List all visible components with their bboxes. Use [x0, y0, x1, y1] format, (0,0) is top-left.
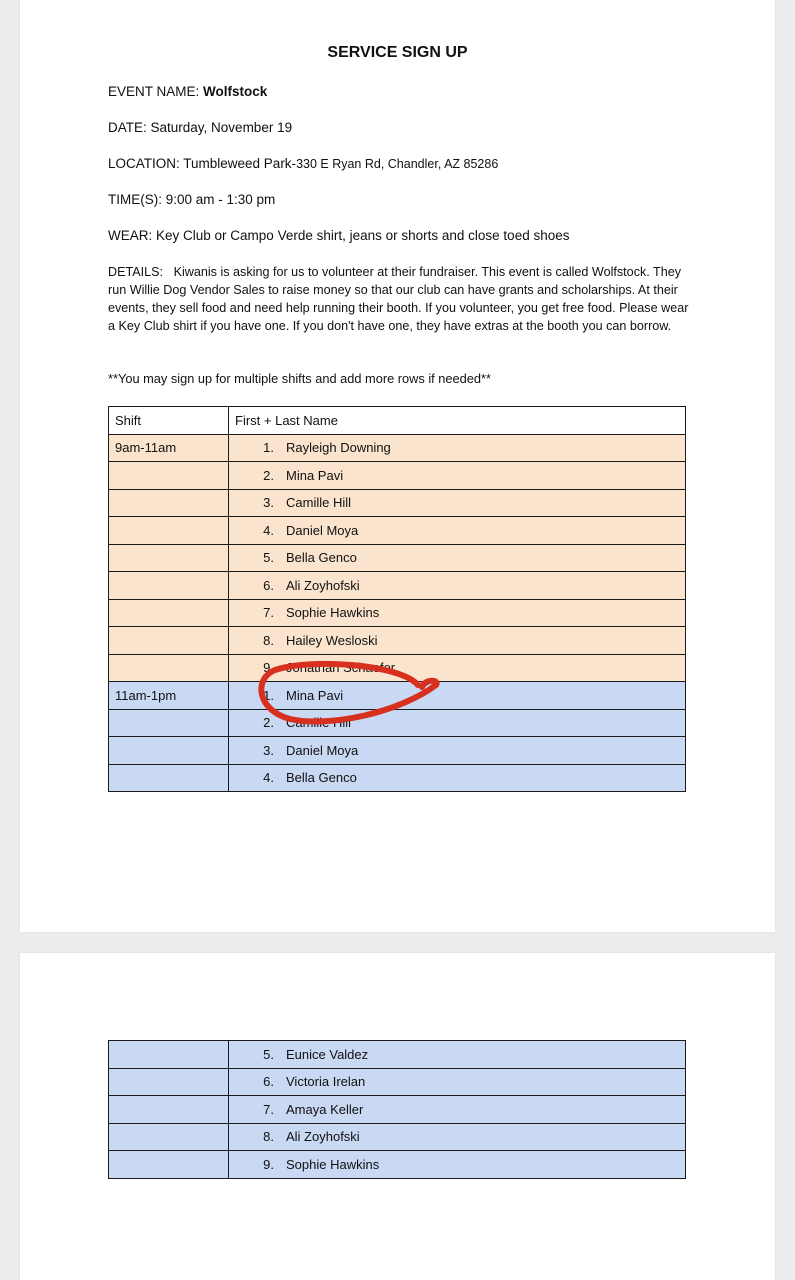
table-row [109, 1041, 686, 1069]
row-number: 7. [263, 1101, 274, 1117]
row-number: 3. [263, 742, 274, 758]
row-number: 4. [263, 770, 274, 786]
details-text: Kiwanis is asking for us to volunteer at their fundraiser. This event is called Wolfstock. They run Willie Dog Vendor Sales to raise money so that our club can have grants and scholarships. At their events, they sell food and need help running their booth. If you volunteer, you get free food. Please wear a Key Club shirt if you have one. If you don't have one, they have extras at the booth you can borrow. [108, 265, 689, 333]
table-row [109, 709, 686, 737]
row-number: 1. [263, 440, 274, 456]
volunteer-name: Rayleigh Downing [286, 440, 391, 456]
table-row [109, 1068, 686, 1096]
table-row [109, 1123, 686, 1151]
table-row [109, 517, 686, 545]
table-header-row [109, 407, 686, 435]
table-row [109, 737, 686, 765]
time-line [108, 192, 275, 207]
location-line [108, 156, 498, 171]
header-name: First + Last Name [229, 407, 686, 435]
document-page-2 [20, 953, 775, 1280]
volunteer-name: Ali Zoyhofski [286, 577, 360, 593]
details-paragraph [108, 263, 693, 335]
signup-table [108, 406, 686, 792]
volunteer-name: Mina Pavi [286, 687, 344, 703]
row-number: 9. [263, 1156, 274, 1172]
time-label: TIME(S): [108, 192, 166, 207]
table-row [109, 599, 686, 627]
location-address: 330 E Ryan Rd, Chandler, AZ 85286 [296, 157, 499, 171]
table-row [109, 1151, 686, 1179]
document-page-1 [20, 0, 775, 932]
volunteer-name: Jonathan Schaefer [286, 660, 396, 676]
table-row [109, 434, 686, 462]
time-value: 9:00 am - 1:30 pm [165, 192, 276, 207]
volunteer-name: Mina Pavi [286, 467, 344, 483]
table-row [109, 627, 686, 655]
row-number: 5. [263, 550, 274, 566]
shift-label: 9am-11am [109, 434, 229, 462]
event-name-line [108, 84, 267, 99]
volunteer-name: Sophie Hawkins [286, 1156, 380, 1172]
table-row [109, 572, 686, 600]
row-number: 6. [263, 1074, 274, 1090]
volunteer-name: Sophie Hawkins [286, 605, 380, 621]
shift-label: 11am-1pm [109, 682, 229, 710]
row-number: 8. [263, 632, 274, 648]
details-label: DETAILS: [108, 265, 164, 279]
header-shift: Shift [109, 407, 229, 435]
wear-value: Key Club or Campo Verde shirt, jeans or shorts and close toed shoes [156, 228, 570, 243]
volunteer-name: Victoria Irelan [286, 1074, 366, 1090]
row-number: 6. [263, 577, 274, 593]
volunteer-name: Ali Zoyhofski [286, 1129, 360, 1145]
row-number: 3. [263, 495, 274, 511]
row-number: 1. [263, 687, 274, 703]
event-name-value: Wolfstock [203, 84, 268, 99]
volunteer-name: Eunice Valdez [286, 1046, 369, 1062]
row-number: 7. [263, 605, 274, 621]
row-number: 2. [263, 467, 274, 483]
wear-label: WEAR: [108, 228, 157, 243]
row-number: 5. [263, 1046, 274, 1062]
table-row [109, 462, 686, 490]
table-row [109, 764, 686, 792]
row-number: 4. [263, 522, 274, 538]
row-number: 2. [263, 715, 274, 731]
volunteer-name: Bella Genco [286, 770, 357, 786]
date-value: Saturday, November 19 [150, 120, 293, 135]
volunteer-name: Camille Hill [286, 495, 352, 511]
volunteer-name: Camille Hill [286, 715, 352, 731]
table-row [109, 489, 686, 517]
table-row [109, 654, 686, 682]
date-line [108, 120, 292, 135]
table-row [109, 544, 686, 572]
signup-table-continued [108, 1040, 686, 1179]
table-row [109, 1096, 686, 1124]
signup-note: **You may sign up for multiple shifts and add more rows if needed** [108, 371, 491, 386]
volunteer-name: Bella Genco [286, 550, 357, 566]
event-name-label: EVENT NAME: [108, 84, 204, 99]
volunteer-name: Amaya Keller [286, 1101, 364, 1117]
page-title: SERVICE SIGN UP [327, 44, 468, 61]
volunteer-name: Hailey Wesloski [286, 632, 378, 648]
volunteer-name: Daniel Moya [286, 742, 359, 758]
wear-line [108, 228, 570, 243]
date-label: DATE: [108, 120, 151, 135]
row-number: 8. [263, 1129, 274, 1145]
row-number: 9. [263, 660, 274, 676]
table-row [109, 682, 686, 710]
volunteer-name: Daniel Moya [286, 522, 359, 538]
location-label: LOCATION: Tumbleweed Park- [108, 156, 297, 171]
